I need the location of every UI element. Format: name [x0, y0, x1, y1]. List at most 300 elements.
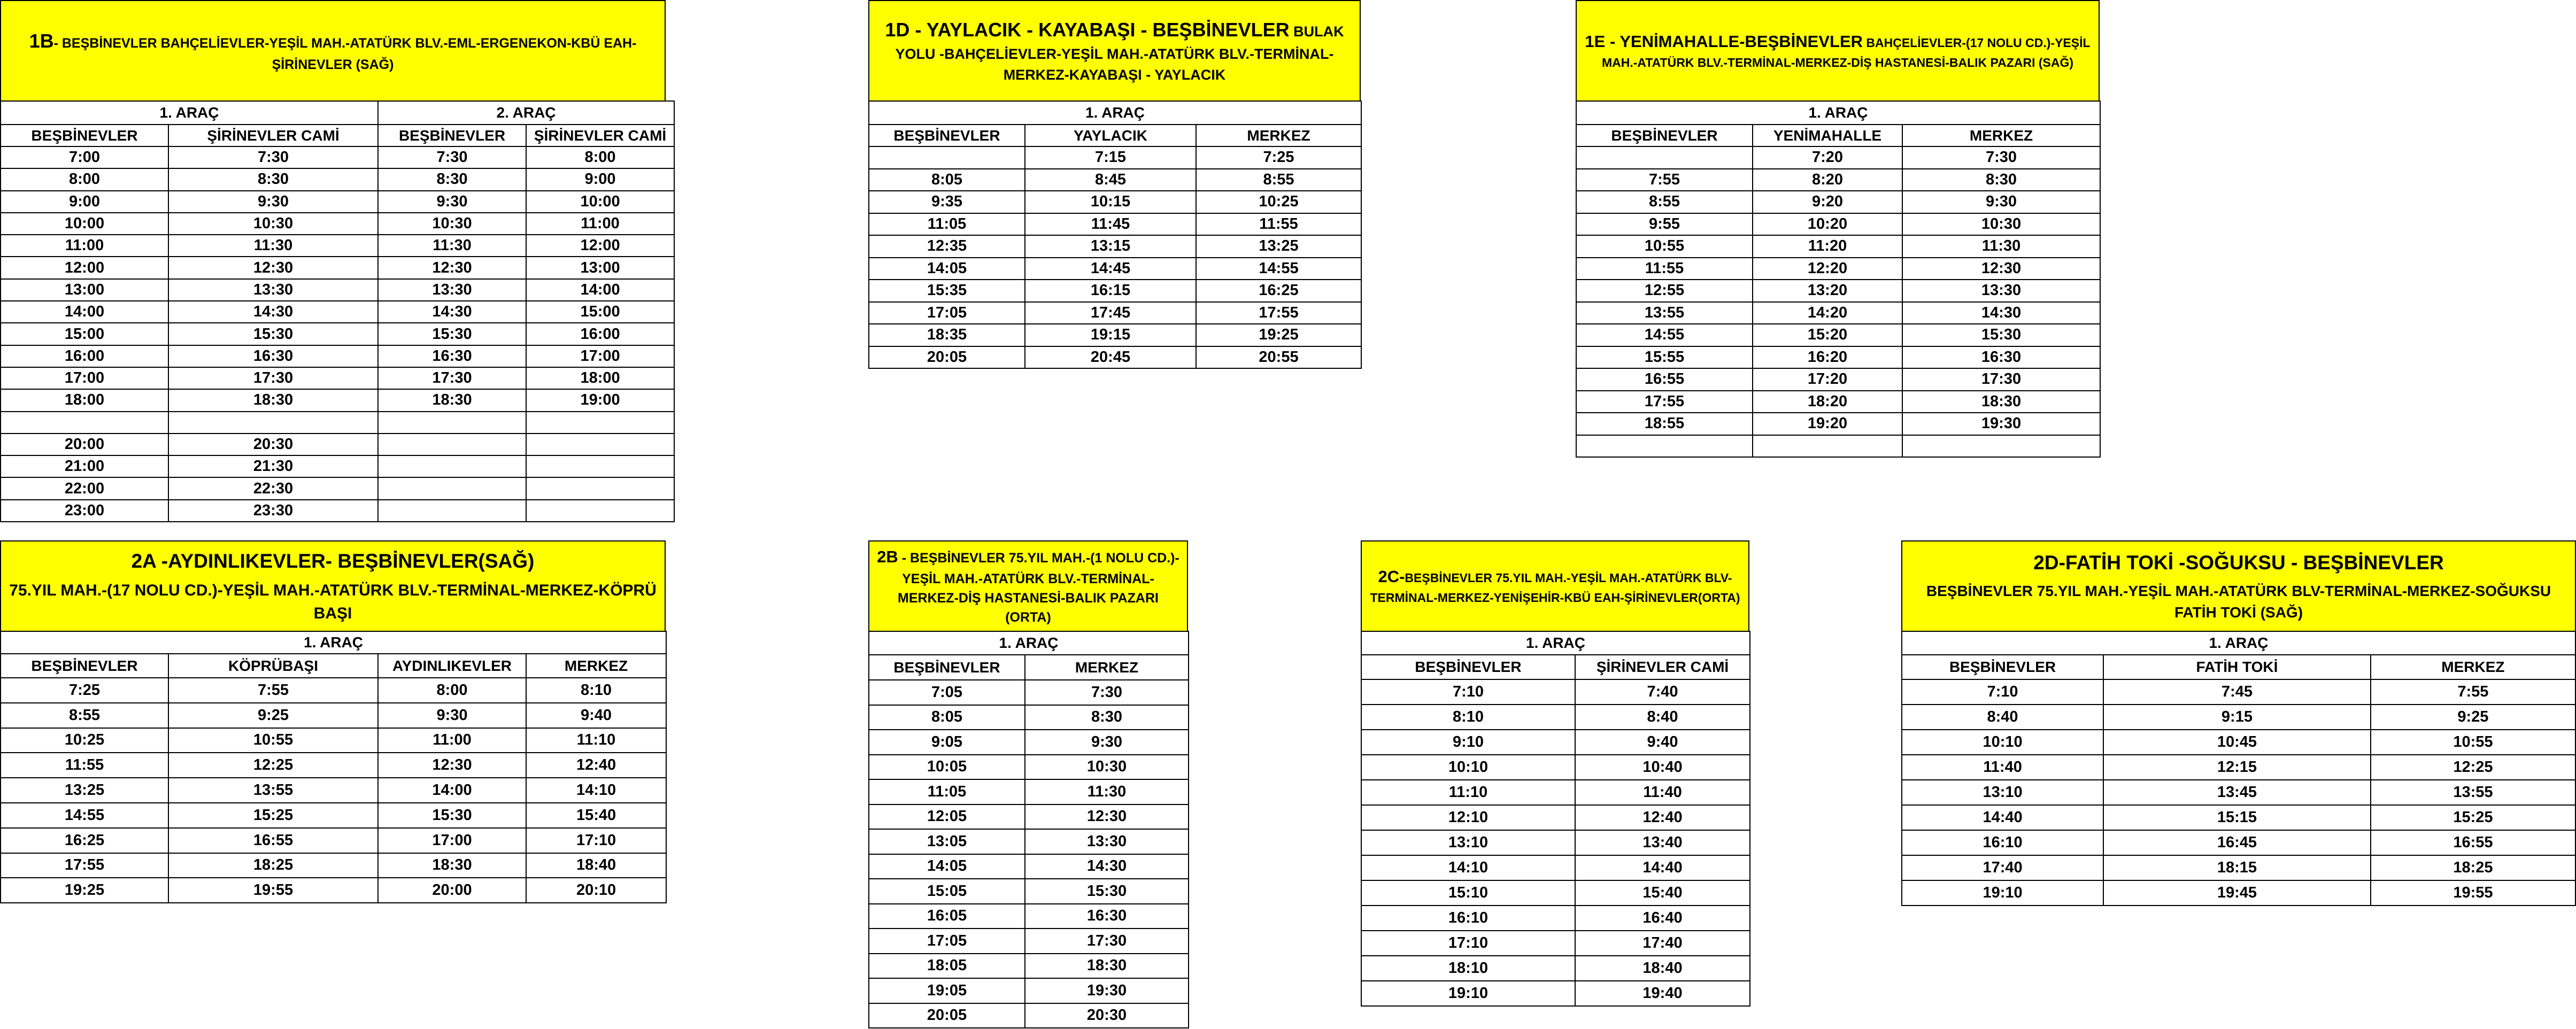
table-row — [1, 323, 674, 345]
departure-time: 17:00 — [378, 828, 526, 853]
departure-time: 18:25 — [2371, 855, 2575, 880]
departure-time: 7:00 — [1, 146, 168, 168]
departure-time: 12:30 — [1025, 804, 1189, 830]
table-row — [869, 191, 1361, 213]
table-row — [1361, 981, 1750, 1006]
table-row — [1, 345, 674, 367]
departure-time: 11:00 — [378, 728, 526, 753]
route-code: 1D - YAYLACIK - KAYABAŞI - BEŞBİNEVLER — [885, 18, 1290, 41]
table-row — [869, 929, 1189, 954]
departure-time: 8:05 — [869, 169, 1025, 191]
departure-time: 10:10 — [1361, 755, 1575, 780]
table-row — [1, 728, 666, 753]
route-code: 1E - YENİMAHALLE-BEŞBİNEVLER — [1585, 32, 1863, 51]
table-row — [1361, 679, 1750, 705]
timetable-2d — [1901, 540, 2576, 901]
departure-time: 7:10 — [1902, 679, 2103, 705]
departure-time: 11:45 — [1025, 213, 1196, 236]
table-row — [869, 324, 1361, 346]
departure-time: 13:00 — [526, 257, 674, 278]
departure-time — [1576, 146, 1753, 169]
table-row — [1576, 235, 2100, 258]
table-row — [1902, 705, 2575, 730]
departure-time: 16:40 — [1575, 906, 1750, 931]
route-description: BULAK YOLU -BAHÇELİEVLER-YEŞİL MAH.-ATATÜRK BLV.-TERMİNAL-MERKEZ-KAYABAŞI - YAYLACIK — [895, 23, 1344, 83]
departure-time: 15:40 — [1575, 880, 1750, 906]
departure-time: 18:00 — [1, 389, 168, 411]
departure-time: 11:55 — [1196, 213, 1361, 236]
timetable-2c — [1361, 540, 1749, 1002]
departure-time — [378, 412, 526, 434]
departure-time: 15:55 — [1576, 346, 1753, 369]
departure-time: 11:30 — [1902, 235, 2100, 258]
route-description: BEŞBİNEVLER 75.YIL MAH.-YEŞİL MAH.-ATATÜRK BLV-TERMİNAL-MERKEZ-YENİŞEHİR-KBÜ EAH-ŞİRİNEVLER(ORTA) — [1370, 571, 1740, 605]
departure-time: 11:55 — [1576, 258, 1753, 280]
timetable-table — [868, 631, 1189, 1028]
table-row — [1, 213, 674, 235]
route-code: 2C- — [1378, 567, 1405, 586]
departure-time: 11:20 — [1753, 235, 1902, 258]
departure-time: 9:35 — [869, 191, 1025, 213]
column-header-besbi-nevler: BEŞBİNEVLER — [869, 655, 1025, 680]
route-title-text — [1584, 30, 2091, 72]
departure-time: 10:30 — [1902, 213, 2100, 236]
departure-time: 7:20 — [1753, 146, 1902, 169]
departure-time: 13:25 — [1196, 235, 1361, 258]
table-row — [1576, 280, 2100, 302]
departure-time: 7:15 — [1025, 146, 1196, 169]
vehicle-group-label: 1. ARAÇ — [1, 631, 666, 654]
departure-time: 19:30 — [1025, 978, 1189, 1003]
departure-time: 20:10 — [526, 878, 666, 903]
departure-time: 19:05 — [869, 978, 1025, 1003]
table-row — [1576, 169, 2100, 191]
table-row — [869, 829, 1189, 854]
departure-time: 8:00 — [378, 678, 526, 703]
departure-time: 20:30 — [1025, 1003, 1189, 1028]
departure-time: 19:20 — [1753, 413, 1902, 435]
departure-time: 14:10 — [1361, 855, 1575, 880]
departure-time: 20:55 — [1196, 346, 1361, 369]
departure-time: 10:55 — [2371, 730, 2575, 755]
departure-time: 15:05 — [869, 879, 1025, 904]
table-row — [1576, 346, 2100, 369]
departure-time: 8:30 — [1902, 169, 2100, 191]
column-header-si-ri-nevler-cami: ŞİRİNEVLER CAMİ — [168, 125, 378, 146]
route-title-text — [877, 545, 1179, 628]
departure-time — [378, 477, 526, 499]
column-header-besbi-nevler: BEŞBİNEVLER — [869, 125, 1025, 146]
departure-time: 19:55 — [168, 878, 378, 903]
column-header-merkez: MERKEZ — [526, 654, 666, 678]
table-row — [869, 346, 1361, 369]
departure-time: 16:15 — [1025, 280, 1196, 302]
departure-time: 11:10 — [1361, 780, 1575, 805]
column-header-besbi-nevler: BEŞBİNEVLER — [1576, 125, 1753, 146]
departure-time: 18:15 — [2103, 855, 2371, 880]
departure-time: 12:40 — [526, 753, 666, 778]
departure-time: 7:30 — [378, 146, 526, 168]
departure-time — [526, 500, 674, 522]
departure-time: 10:25 — [1, 728, 168, 753]
route-title — [1361, 540, 1749, 632]
column-header-fati-h-toki: FATİH TOKİ — [2103, 655, 2371, 679]
departure-time: 21:00 — [1, 455, 168, 477]
table-row — [1576, 213, 2100, 236]
column-header-merkez: MERKEZ — [1025, 655, 1189, 680]
table-row — [1576, 146, 2100, 169]
departure-time: 18:20 — [1753, 391, 1902, 413]
table-row — [1576, 391, 2100, 413]
departure-time: 19:40 — [1575, 981, 1750, 1006]
departure-time: 10:30 — [378, 213, 526, 235]
departure-time: 8:30 — [1025, 705, 1189, 730]
departure-time: 15:00 — [526, 301, 674, 323]
column-header-besbi-nevler: BEŞBİNEVLER — [1, 125, 168, 146]
table-row — [1576, 435, 2100, 458]
departure-time: 8:55 — [1196, 169, 1361, 191]
departure-time: 10:30 — [168, 213, 378, 235]
departure-time: 20:00 — [378, 878, 526, 903]
departure-time: 16:45 — [2103, 830, 2371, 855]
table-row — [1, 477, 674, 499]
table-row — [1361, 805, 1750, 830]
departure-time: 7:30 — [168, 146, 378, 168]
departure-time: 7:30 — [1025, 680, 1189, 705]
column-header-merkez: MERKEZ — [1902, 125, 2100, 146]
table-row — [1, 803, 666, 828]
departure-time: 13:55 — [1576, 302, 1753, 324]
route-title — [1576, 0, 2100, 102]
departure-time: 19:10 — [1902, 880, 2103, 906]
departure-time: 13:25 — [1, 778, 168, 803]
departure-time: 7:10 — [1361, 679, 1575, 705]
departure-time: 11:05 — [869, 779, 1025, 804]
departure-time: 16:25 — [1, 828, 168, 853]
table-row — [1361, 906, 1750, 931]
table-row — [1, 367, 674, 389]
timetable-table — [0, 100, 675, 522]
column-header-aydinlikevler: AYDINLIKEVLER — [378, 654, 526, 678]
table-row — [869, 213, 1361, 236]
departure-time: 14:00 — [526, 279, 674, 301]
table-row — [1, 389, 674, 411]
table-row — [1902, 855, 2575, 880]
table-row — [1902, 805, 2575, 830]
departure-time: 12:55 — [1576, 280, 1753, 302]
departure-time: 11:55 — [1, 753, 168, 778]
departure-time: 23:30 — [168, 500, 378, 522]
departure-time: 9:55 — [1576, 213, 1753, 236]
departure-time: 14:40 — [1902, 805, 2103, 830]
departure-time: 11:30 — [168, 235, 378, 257]
timetable-1d — [868, 0, 1361, 366]
departure-time: 18:10 — [1361, 956, 1575, 981]
departure-time: 10:15 — [1025, 191, 1196, 213]
departure-time: 9:30 — [378, 191, 526, 213]
table-row — [1902, 830, 2575, 855]
table-row — [1576, 413, 2100, 435]
departure-time: 7:55 — [168, 678, 378, 703]
table-row — [1, 434, 674, 455]
departure-time: 16:25 — [1196, 280, 1361, 302]
departure-time: 9:30 — [378, 703, 526, 728]
departure-time: 12:00 — [526, 235, 674, 257]
departure-time: 9:30 — [1025, 730, 1189, 755]
route-title — [0, 540, 666, 632]
departure-time: 20:05 — [869, 1003, 1025, 1028]
departure-time: 10:30 — [1025, 755, 1189, 780]
departure-time: 17:40 — [1902, 855, 2103, 880]
departure-time: 8:55 — [1, 703, 168, 728]
timetable-2a — [0, 540, 666, 899]
departure-time: 16:10 — [1902, 830, 2103, 855]
route-title-text — [9, 547, 657, 625]
departure-time: 18:30 — [378, 389, 526, 411]
departure-time: 10:05 — [869, 755, 1025, 780]
departure-time: 13:40 — [1575, 830, 1750, 855]
departure-time: 13:10 — [1902, 780, 2103, 805]
departure-time: 13:55 — [2371, 780, 2575, 805]
departure-time: 10:00 — [526, 191, 674, 213]
departure-time: 14:00 — [378, 778, 526, 803]
departure-time: 16:00 — [526, 323, 674, 345]
table-row — [1361, 956, 1750, 981]
table-row — [869, 169, 1361, 191]
departure-time: 15:10 — [1361, 880, 1575, 906]
departure-time: 23:00 — [1, 500, 168, 522]
departure-time: 9:10 — [1361, 730, 1575, 755]
table-row — [1, 678, 666, 703]
departure-time: 15:30 — [378, 803, 526, 828]
table-row — [1, 455, 674, 477]
table-row — [1, 279, 674, 301]
vehicle-group-label: 1. ARAÇ — [1361, 631, 1750, 655]
departure-time: 19:45 — [2103, 880, 2371, 906]
departure-time: 10:40 — [1575, 755, 1750, 780]
departure-time: 14:05 — [869, 258, 1025, 280]
table-row — [1, 828, 666, 853]
departure-time: 15:30 — [378, 323, 526, 345]
departure-time — [1753, 435, 1902, 458]
route-description: 75.YIL MAH.-(17 NOLU CD.)-YEŞİL MAH.-ATATÜRK BLV.-TERMİNAL-MERKEZ-KÖPRÜ BAŞI — [9, 581, 657, 623]
table-row — [1361, 730, 1750, 755]
table-row — [869, 1003, 1189, 1028]
departure-time: 7:05 — [869, 680, 1025, 705]
departure-time: 17:55 — [1196, 302, 1361, 324]
departure-time: 9:40 — [1575, 730, 1750, 755]
table-row — [1576, 191, 2100, 213]
table-row — [1576, 258, 2100, 280]
departure-time: 14:30 — [1025, 854, 1189, 879]
departure-time: 13:30 — [1902, 280, 2100, 302]
departure-time: 14:55 — [1196, 258, 1361, 280]
departure-time: 16:30 — [168, 345, 378, 367]
departure-time: 12:30 — [378, 257, 526, 278]
departure-time: 16:55 — [168, 828, 378, 853]
departure-time: 16:20 — [1753, 346, 1902, 369]
table-row — [869, 680, 1189, 705]
departure-time: 10:45 — [2103, 730, 2371, 755]
departure-time: 14:40 — [1575, 855, 1750, 880]
departure-time: 15:35 — [869, 280, 1025, 302]
table-row — [869, 954, 1189, 979]
departure-time: 18:40 — [526, 853, 666, 878]
departure-time: 12:35 — [869, 235, 1025, 258]
departure-time: 12:30 — [1902, 258, 2100, 280]
route-description: BEŞBİNEVLER 75.YIL MAH.-YEŞİL MAH.-ATATÜRK BLV-TERMİNAL-MERKEZ-SOĞUKSU FATİH TOKİ (SAĞ) — [1926, 582, 2551, 621]
departure-time: 7:55 — [1576, 169, 1753, 191]
table-row — [869, 705, 1189, 730]
departure-time: 10:00 — [1, 213, 168, 235]
table-row — [1, 703, 666, 728]
departure-time: 13:10 — [1361, 830, 1575, 855]
departure-time: 9:25 — [2371, 705, 2575, 730]
departure-time: 10:55 — [1576, 235, 1753, 258]
column-header-merkez: MERKEZ — [1196, 125, 1361, 146]
departure-time: 14:00 — [1, 301, 168, 323]
departure-time: 17:30 — [378, 367, 526, 389]
departure-time: 16:30 — [1902, 346, 2100, 369]
departure-time: 14:20 — [1753, 302, 1902, 324]
vehicle-group-label: 1. ARAÇ — [1576, 101, 2100, 125]
departure-time: 14:05 — [869, 854, 1025, 879]
departure-time: 11:40 — [1575, 780, 1750, 805]
departure-time: 10:55 — [168, 728, 378, 753]
departure-time: 8:40 — [1575, 705, 1750, 730]
departure-time: 18:40 — [1575, 956, 1750, 981]
route-code: 2B — [877, 547, 898, 566]
column-header-besbi-nevler: BEŞBİNEVLER — [1361, 655, 1575, 679]
column-header-besbi-nevler: BEŞBİNEVLER — [1902, 655, 2103, 679]
table-row — [1902, 730, 2575, 755]
column-header-merkez: MERKEZ — [2371, 655, 2575, 679]
departure-time: 18:00 — [526, 367, 674, 389]
departure-time: 8:55 — [1576, 191, 1753, 213]
vehicle-group-label: 1. ARAÇ — [869, 631, 1189, 655]
table-row — [869, 280, 1361, 302]
departure-time: 18:25 — [168, 853, 378, 878]
departure-time: 9:00 — [1, 191, 168, 213]
departure-time: 7:45 — [2103, 679, 2371, 705]
table-row — [869, 854, 1189, 879]
departure-time: 8:40 — [1902, 705, 2103, 730]
departure-time: 8:10 — [526, 678, 666, 703]
timetable-table — [868, 100, 1362, 369]
departure-time: 12:15 — [2103, 755, 2371, 780]
departure-time: 11:30 — [378, 235, 526, 257]
departure-time: 17:00 — [1, 367, 168, 389]
route-title-text — [1910, 548, 2567, 624]
vehicle-group-label: 1. ARAÇ — [1902, 631, 2575, 655]
table-row — [1, 753, 666, 778]
departure-time: 15:30 — [168, 323, 378, 345]
departure-time: 10:25 — [1196, 191, 1361, 213]
departure-time: 19:30 — [1902, 413, 2100, 435]
departure-time: 12:05 — [869, 804, 1025, 830]
vehicle-group-label: 1. ARAÇ — [1, 101, 378, 125]
departure-time — [168, 412, 378, 434]
departure-time: 14:30 — [378, 301, 526, 323]
departure-time: 9:00 — [526, 168, 674, 190]
table-row — [1902, 780, 2575, 805]
departure-time: 8:45 — [1025, 169, 1196, 191]
departure-time: 10:20 — [1753, 213, 1902, 236]
route-title-text — [1369, 565, 1741, 607]
departure-time: 13:05 — [869, 829, 1025, 854]
departure-time: 11:40 — [1902, 755, 2103, 780]
departure-time: 17:05 — [869, 929, 1025, 954]
timetable-table — [0, 631, 667, 903]
departure-time: 18:30 — [168, 389, 378, 411]
table-row — [869, 302, 1361, 324]
departure-time: 16:55 — [2371, 830, 2575, 855]
departure-time: 13:30 — [378, 279, 526, 301]
column-header-si-ri-nevler-cami: ŞİRİNEVLER CAMİ — [1575, 655, 1750, 679]
departure-time: 13:30 — [168, 279, 378, 301]
table-row — [1, 146, 674, 168]
route-description: BAHÇELİEVLER-(17 NOLU CD.)-YEŞİL MAH.-ATATÜRK BLV.-TERMİNAL-MERKEZ-DİŞ HASTANESİ-BALIK PAZARI (SAĞ) — [1601, 35, 2091, 69]
departure-time: 8:30 — [168, 168, 378, 190]
table-row — [1, 412, 674, 434]
departure-time: 7:30 — [1902, 146, 2100, 169]
departure-time: 13:20 — [1753, 280, 1902, 302]
route-description: - BEŞBİNEVLER 75.YIL MAH.-(1 NOLU CD.)-YEŞİL MAH.-ATATÜRK BLV.-TERMİNAL-MERKEZ-DİŞ HASTANESİ-BALIK PAZARI (ORTA) — [898, 550, 1179, 625]
table-row — [1361, 880, 1750, 906]
departure-time: 17:10 — [526, 828, 666, 853]
route-description: - BEŞBİNEVLER BAHÇELİEVLER-YEŞİL MAH.-ATATÜRK BLV.-EML-ERGENEKON-KBÜ EAH-ŞİRİNEVLER (SAĞ) — [53, 35, 637, 72]
departure-time: 15:00 — [1, 323, 168, 345]
departure-time: 7:25 — [1196, 146, 1361, 169]
departure-time: 12:25 — [168, 753, 378, 778]
departure-time: 22:30 — [168, 477, 378, 499]
departure-time: 17:55 — [1576, 391, 1753, 413]
table-row — [1576, 302, 2100, 324]
departure-time: 15:30 — [1902, 324, 2100, 346]
departure-time: 20:30 — [168, 434, 378, 455]
departure-time: 20:45 — [1025, 346, 1196, 369]
table-row — [1576, 324, 2100, 346]
departure-time: 7:55 — [2371, 679, 2575, 705]
table-row — [869, 730, 1189, 755]
departure-time: 11:05 — [869, 213, 1025, 236]
route-title-text — [877, 16, 1352, 86]
table-row — [869, 879, 1189, 904]
vehicle-group-label: 1. ARAÇ — [869, 101, 1361, 125]
table-row — [869, 258, 1361, 280]
departure-time: 11:10 — [526, 728, 666, 753]
departure-time: 16:30 — [1025, 904, 1189, 929]
route-title — [1901, 540, 2576, 632]
departure-time: 20:05 — [869, 346, 1025, 369]
departure-time: 14:30 — [168, 301, 378, 323]
departure-time: 9:40 — [526, 703, 666, 728]
departure-time: 17:30 — [168, 367, 378, 389]
departure-time: 19:25 — [1196, 324, 1361, 346]
table-row — [1361, 705, 1750, 730]
departure-time: 8:00 — [526, 146, 674, 168]
route-code: 2D-FATİH TOKİ -SOĞUKSU - BEŞBİNEVLER — [2033, 552, 2444, 574]
table-row — [1902, 880, 2575, 906]
departure-time: 7:40 — [1575, 679, 1750, 705]
departure-time: 19:00 — [526, 389, 674, 411]
departure-time: 13:55 — [168, 778, 378, 803]
departure-time — [526, 412, 674, 434]
departure-time — [526, 455, 674, 477]
column-header-yaylacik: YAYLACIK — [1025, 125, 1196, 146]
table-row — [869, 978, 1189, 1003]
table-row — [1, 191, 674, 213]
